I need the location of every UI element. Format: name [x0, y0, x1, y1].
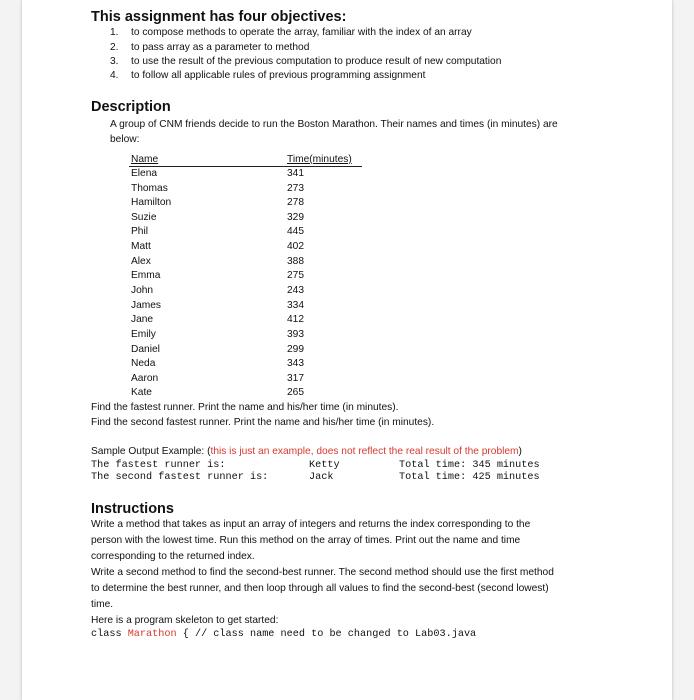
runner-time: 402: [287, 241, 304, 252]
objective-text: to compose methods to operate the array, familiar with the index of an array: [131, 27, 472, 38]
runner-time: 334: [287, 300, 304, 311]
runner-name: James: [131, 300, 162, 311]
sample-label-end: ): [518, 446, 522, 457]
runner-name: Kate: [131, 387, 152, 398]
sample-line-name: Ketty: [309, 460, 340, 471]
objectives-heading: This assignment has four objectives:: [91, 9, 347, 25]
runner-name: Thomas: [131, 183, 168, 194]
code-rest: { // class name need to be changed to Lab03.java: [176, 629, 477, 640]
runner-name: Daniel: [131, 344, 160, 355]
code-keyword: class: [91, 629, 128, 640]
objective-text: to follow all applicable rules of previous programming assignment: [131, 70, 426, 81]
runner-name: Aaron: [131, 373, 159, 384]
sample-output-label: [91, 445, 522, 459]
runner-time: 393: [287, 329, 304, 340]
runner-name: John: [131, 285, 154, 296]
sample-line-total: Total time: 425 minutes: [399, 472, 540, 483]
runner-name: Alex: [131, 256, 151, 267]
runner-time: 329: [287, 212, 304, 223]
runner-time: 275: [287, 270, 304, 281]
code-classname: Marathon: [127, 629, 177, 640]
sample-line-total: Total time: 345 minutes: [399, 460, 540, 471]
description-intro-cont: below:: [110, 134, 140, 145]
objective-number: 1.: [110, 27, 119, 38]
table-header-time: Time(minutes): [287, 154, 352, 165]
table-header-rule: [129, 166, 362, 167]
runner-time: 299: [287, 344, 304, 355]
runner-name: Matt: [131, 241, 151, 252]
objective-number: 3.: [110, 56, 119, 67]
instructions-line: Write a second method to find the second-best runner. The second method should use the first method: [91, 567, 554, 578]
objective-text: to pass array as a parameter to method: [131, 42, 310, 53]
runner-name: Hamilton: [131, 197, 172, 208]
sample-line-label: The fastest runner is:: [91, 460, 226, 471]
runner-time: 317: [287, 373, 304, 384]
instructions-line: Here is a program skeleton to get started:: [91, 615, 279, 626]
runner-time: 341: [287, 168, 304, 179]
instructions-line: to determine the best runner, and then loop through all values to find the second-best (second lowest): [91, 583, 549, 594]
runner-time: 412: [287, 314, 304, 325]
sample-line-name: Jack: [309, 472, 334, 483]
runner-name: Jane: [131, 314, 154, 325]
runner-time: 278: [287, 197, 304, 208]
objective-text: to use the result of the previous computation to produce result of new computation: [131, 56, 502, 67]
runner-time: 388: [287, 256, 304, 267]
table-header-name: Name: [131, 154, 159, 165]
description-heading: Description: [91, 99, 171, 115]
runner-time: 343: [287, 358, 304, 369]
runner-name: Emily: [131, 329, 156, 340]
runner-name: Emma: [131, 270, 161, 281]
sample-label-start: Sample Output Example: (: [91, 446, 211, 457]
sample-line-label: The second fastest runner is:: [91, 472, 269, 483]
code-skeleton: [91, 629, 476, 641]
objective-number: 4.: [110, 70, 119, 81]
sample-disclaimer: this is just an example, does not reflect the real result of the problem: [210, 446, 519, 457]
instructions-heading: Instructions: [91, 501, 174, 517]
runner-name: Neda: [131, 358, 156, 369]
task-second-fastest: Find the second fastest runner. Print the name and his/her time (in minutes).: [91, 417, 435, 428]
document-page: [22, 0, 672, 700]
runner-time: 445: [287, 226, 304, 237]
runner-time: 243: [287, 285, 304, 296]
objective-number: 2.: [110, 42, 119, 53]
runner-time: 265: [287, 387, 304, 398]
instructions-line: corresponding to the returned index.: [91, 551, 255, 562]
description-intro: A group of CNM friends decide to run the Boston Marathon. Their names and times (in minutes) are: [110, 119, 558, 130]
runner-name: Phil: [131, 226, 148, 237]
runner-name: Suzie: [131, 212, 157, 223]
instructions-line: Write a method that takes as input an array of integers and returns the index corresponding to the: [91, 519, 531, 530]
task-fastest: Find the fastest runner. Print the name and his/her time (in minutes).: [91, 402, 399, 413]
instructions-line: time.: [91, 599, 114, 610]
instructions-line: person with the lowest time. Run this method on the array of times. Print out the name and time: [91, 535, 521, 546]
runner-time: 273: [287, 183, 304, 194]
runner-name: Elena: [131, 168, 158, 179]
